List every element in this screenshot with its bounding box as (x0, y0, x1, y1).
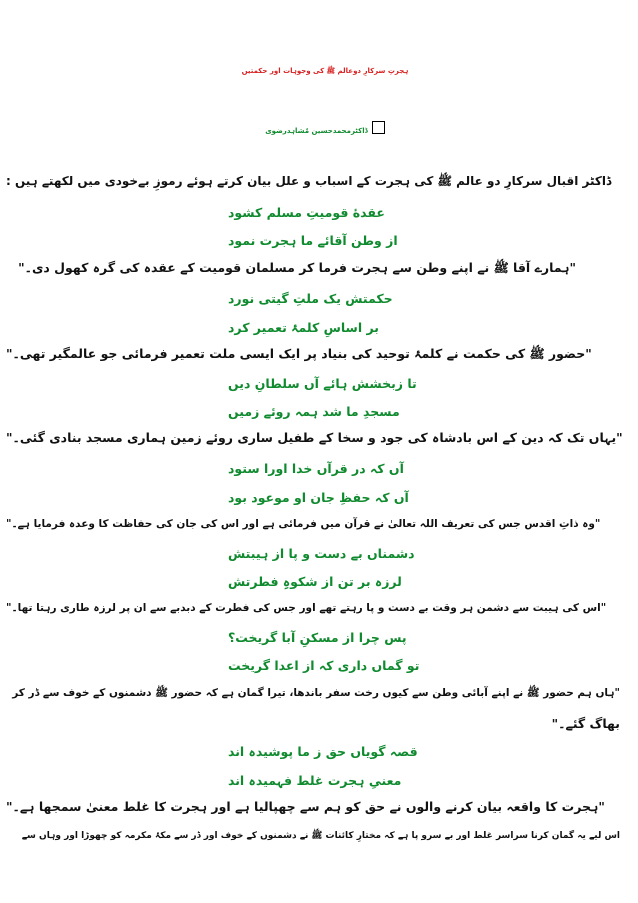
verse-line: از وطن آقائے ما ہجرت نمود (228, 233, 398, 248)
translation-line: "یہاں تک کہ دین کے اس بادشاہ کی جود و سخا کے طفیل ساری روئے زمین ہماری مسجد بنادی گئی۔" (6, 430, 623, 445)
intro-line: ڈاکٹر اقبال سرکارِ دو عالم ﷺ کی ہجرت کے اسباب و علل بیان کرتے ہوئے رموزِ بےخودی میں لکھتے ہیں : (6, 174, 612, 188)
author-name: ڈاکٹرمحمدحسین مُشاہدرضوی (265, 127, 368, 135)
translation-line: "اس کی ہیبت سے دشمن ہر وقت بے دست و پا رہتے تھے اور جس کی فطرت کے دبدبے سے ان پر لرزہ طاری رہتا تھا۔" (6, 602, 607, 614)
verse-line: مسجدِ ما شد ہمہ روئے زمیں (228, 404, 400, 419)
author-line (6, 121, 638, 135)
verse-line: معنیِ ہجرت غلط فہمیدہ اند (228, 773, 402, 788)
verse-line: بر اساسِ کلمۂ تعمیر کرد (228, 320, 379, 335)
checkbox-square-icon (372, 121, 385, 134)
verse-line: عقدهٔ قومیتِ مسلم کشود (228, 205, 385, 220)
verse-line: آں کہ در قرآں خدا اورا ستود (228, 461, 404, 476)
verse-line: قصہ گویاں حق ز ما پوشیدہ اند (228, 744, 418, 759)
verse-line: لرزہ بر تن از شکوہِ فطرتش (228, 574, 402, 589)
translation-line: "ہجرت کا واقعہ بیان کرنے والوں نے حق کو ہم سے چھپالیا ہے اور ہجرت کا غلط معنیٰ سمجھا ہے۔" (6, 799, 605, 814)
verse-line: پس چرا از مسکنِ آبا گریخت؟ (228, 630, 407, 645)
verse-line: تو گماں داری کہ از اعدا گریخت (228, 658, 420, 673)
body-line: اس لیے یہ گمان کرنا سراسر غلط اور بے سرو پا ہے کہ مختارِ کائنات ﷺ نے دشمنوں کے خوف اور ڈر سے مکۂ مکرمہ کو چھوڑا اور وہاں سے (21, 831, 620, 841)
translation-line: "حضور ﷺ کی حکمت نے کلمۂ توحید کی بنیاد پر ایک ایسی ملت تعمیر فرمائی جو عالمگیر تھی۔" (6, 346, 592, 361)
translation-line-continued: بھاگ گئے۔" (551, 716, 620, 731)
page-title: ہجرتِ سرکارِ دوعالم ﷺ کی وجوہات اور حکمتیں (241, 67, 409, 75)
verse-line: آں کہ حفظِ جان او موعود بود (228, 490, 409, 505)
verse-line: حکمتش یک ملتِ گیتی نورد (228, 291, 393, 306)
verse-line: تا زبخشش ہائے آں سلطانِ دیں (228, 376, 417, 391)
translation-line: "ہاں ہم حضور ﷺ نے اپنے آبائی وطن سے کیوں رخت سفر باندھا، تیرا گمان ہے کہ حضور ﷺ دشمنوں کے خوف سے ڈر کر (12, 687, 620, 699)
translation-line: "ہمارے آقا ﷺ نے اپنے وطن سے ہجرت فرما کر مسلمان قومیت کے عقدہ کی گرہ کھول دی۔" (18, 260, 576, 275)
translation-line: "وہ ذاتِ اقدس جس کی تعریف اللہ تعالیٰ نے قرآن میں فرمائی ہے اور اس کی جان کی حفاظت کا وعدہ فرمایا ہے۔" (6, 518, 601, 530)
verse-line: دشمناں بے دست و پا از ہیبتش (228, 546, 415, 561)
